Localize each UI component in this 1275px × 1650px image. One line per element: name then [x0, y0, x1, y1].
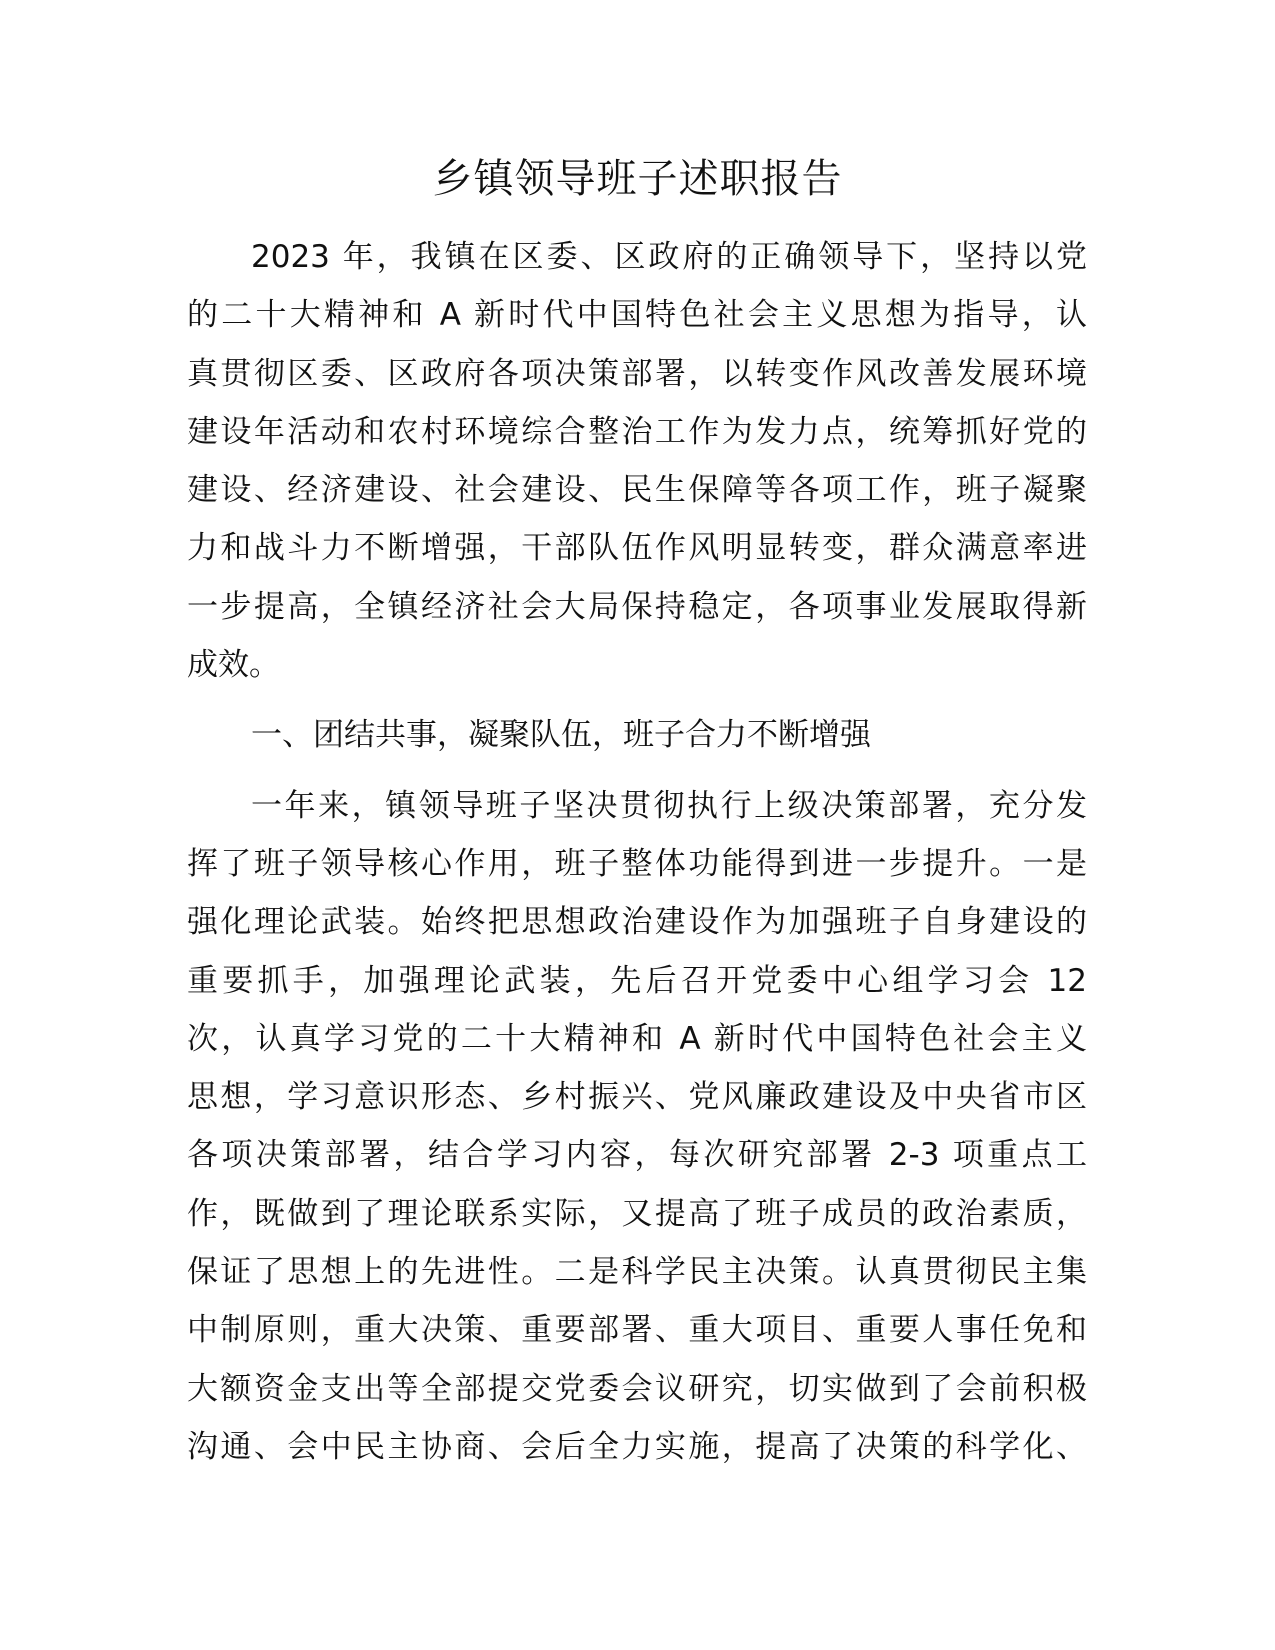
paragraph-line: 建设、经济建设、社会建设、民生保障等各项工作，班子凝聚 — [187, 472, 1087, 509]
paragraph-line: 沟通、会中民主协商、会后全力实施，提高了决策的科学化、 — [187, 1428, 1087, 1465]
document-title: 乡镇领导班子述职报告 — [432, 156, 843, 202]
paragraph-line: 建设年活动和农村环境综合整治工作为发力点，统筹抓好党的 — [187, 413, 1087, 450]
paragraph-line: 成效。 — [187, 647, 280, 684]
paragraph-line: 重要抓手，加强理论武装，先后召开党委中心组学习会 12 — [187, 962, 1087, 999]
paragraph-line: 思想，学习意识形态、乡村振兴、党风廉政建设及中央省市区 — [187, 1079, 1087, 1116]
paragraph-line: 挥了班子领导核心作用，班子整体功能得到进一步提升。一是 — [187, 845, 1087, 882]
paragraph-line: 强化理论武装。始终把思想政治建设作为加强班子自身建设的 — [187, 904, 1087, 941]
paragraph-line: 作，既做到了理论联系实际，又提高了班子成员的政治素质， — [187, 1195, 1087, 1232]
paragraph-line: 大额资金支出等全部提交党委会议研究，切实做到了会前积极 — [187, 1370, 1087, 1407]
document-body — [187, 228, 1087, 1476]
section-heading-text: 一、团结共事，凝聚队伍，班子合力不断增强 — [251, 717, 871, 754]
paragraph-line: 保证了思想上的先进性。二是科学民主决策。认真贯彻民主集 — [187, 1254, 1087, 1291]
paragraph-section-one — [187, 777, 1087, 1477]
paragraph-line: 中制原则，重大决策、重要部署、重大项目、重要人事任免和 — [187, 1312, 1087, 1349]
paragraph-line: 的二十大精神和 A 新时代中国特色社会主义思想为指导，认 — [187, 297, 1087, 334]
paragraph-intro — [187, 228, 1087, 694]
paragraph-line: 次，认真学习党的二十大精神和 A 新时代中国特色社会主义 — [187, 1020, 1087, 1057]
paragraph-line: 真贯彻区委、区政府各项决策部署，以转变作风改善发展环境 — [187, 355, 1087, 392]
paragraph-line: 力和战斗力不断增强，干部队伍作风明显转变，群众满意率进 — [187, 530, 1087, 567]
paragraph-line: 一步提高，全镇经济社会大局保持稳定，各项事业发展取得新 — [187, 588, 1087, 625]
paragraph-line: 2023 年，我镇在区委、区政府的正确领导下，坚持以党 — [251, 239, 1087, 275]
section-heading — [187, 706, 1087, 764]
paragraph-line: 各项决策部署，结合学习内容，每次研究部署 2-3 项重点工 — [187, 1137, 1087, 1174]
paragraph-line: 一年来，镇领导班子坚决贯彻执行上级决策部署，充分发 — [251, 787, 1087, 824]
